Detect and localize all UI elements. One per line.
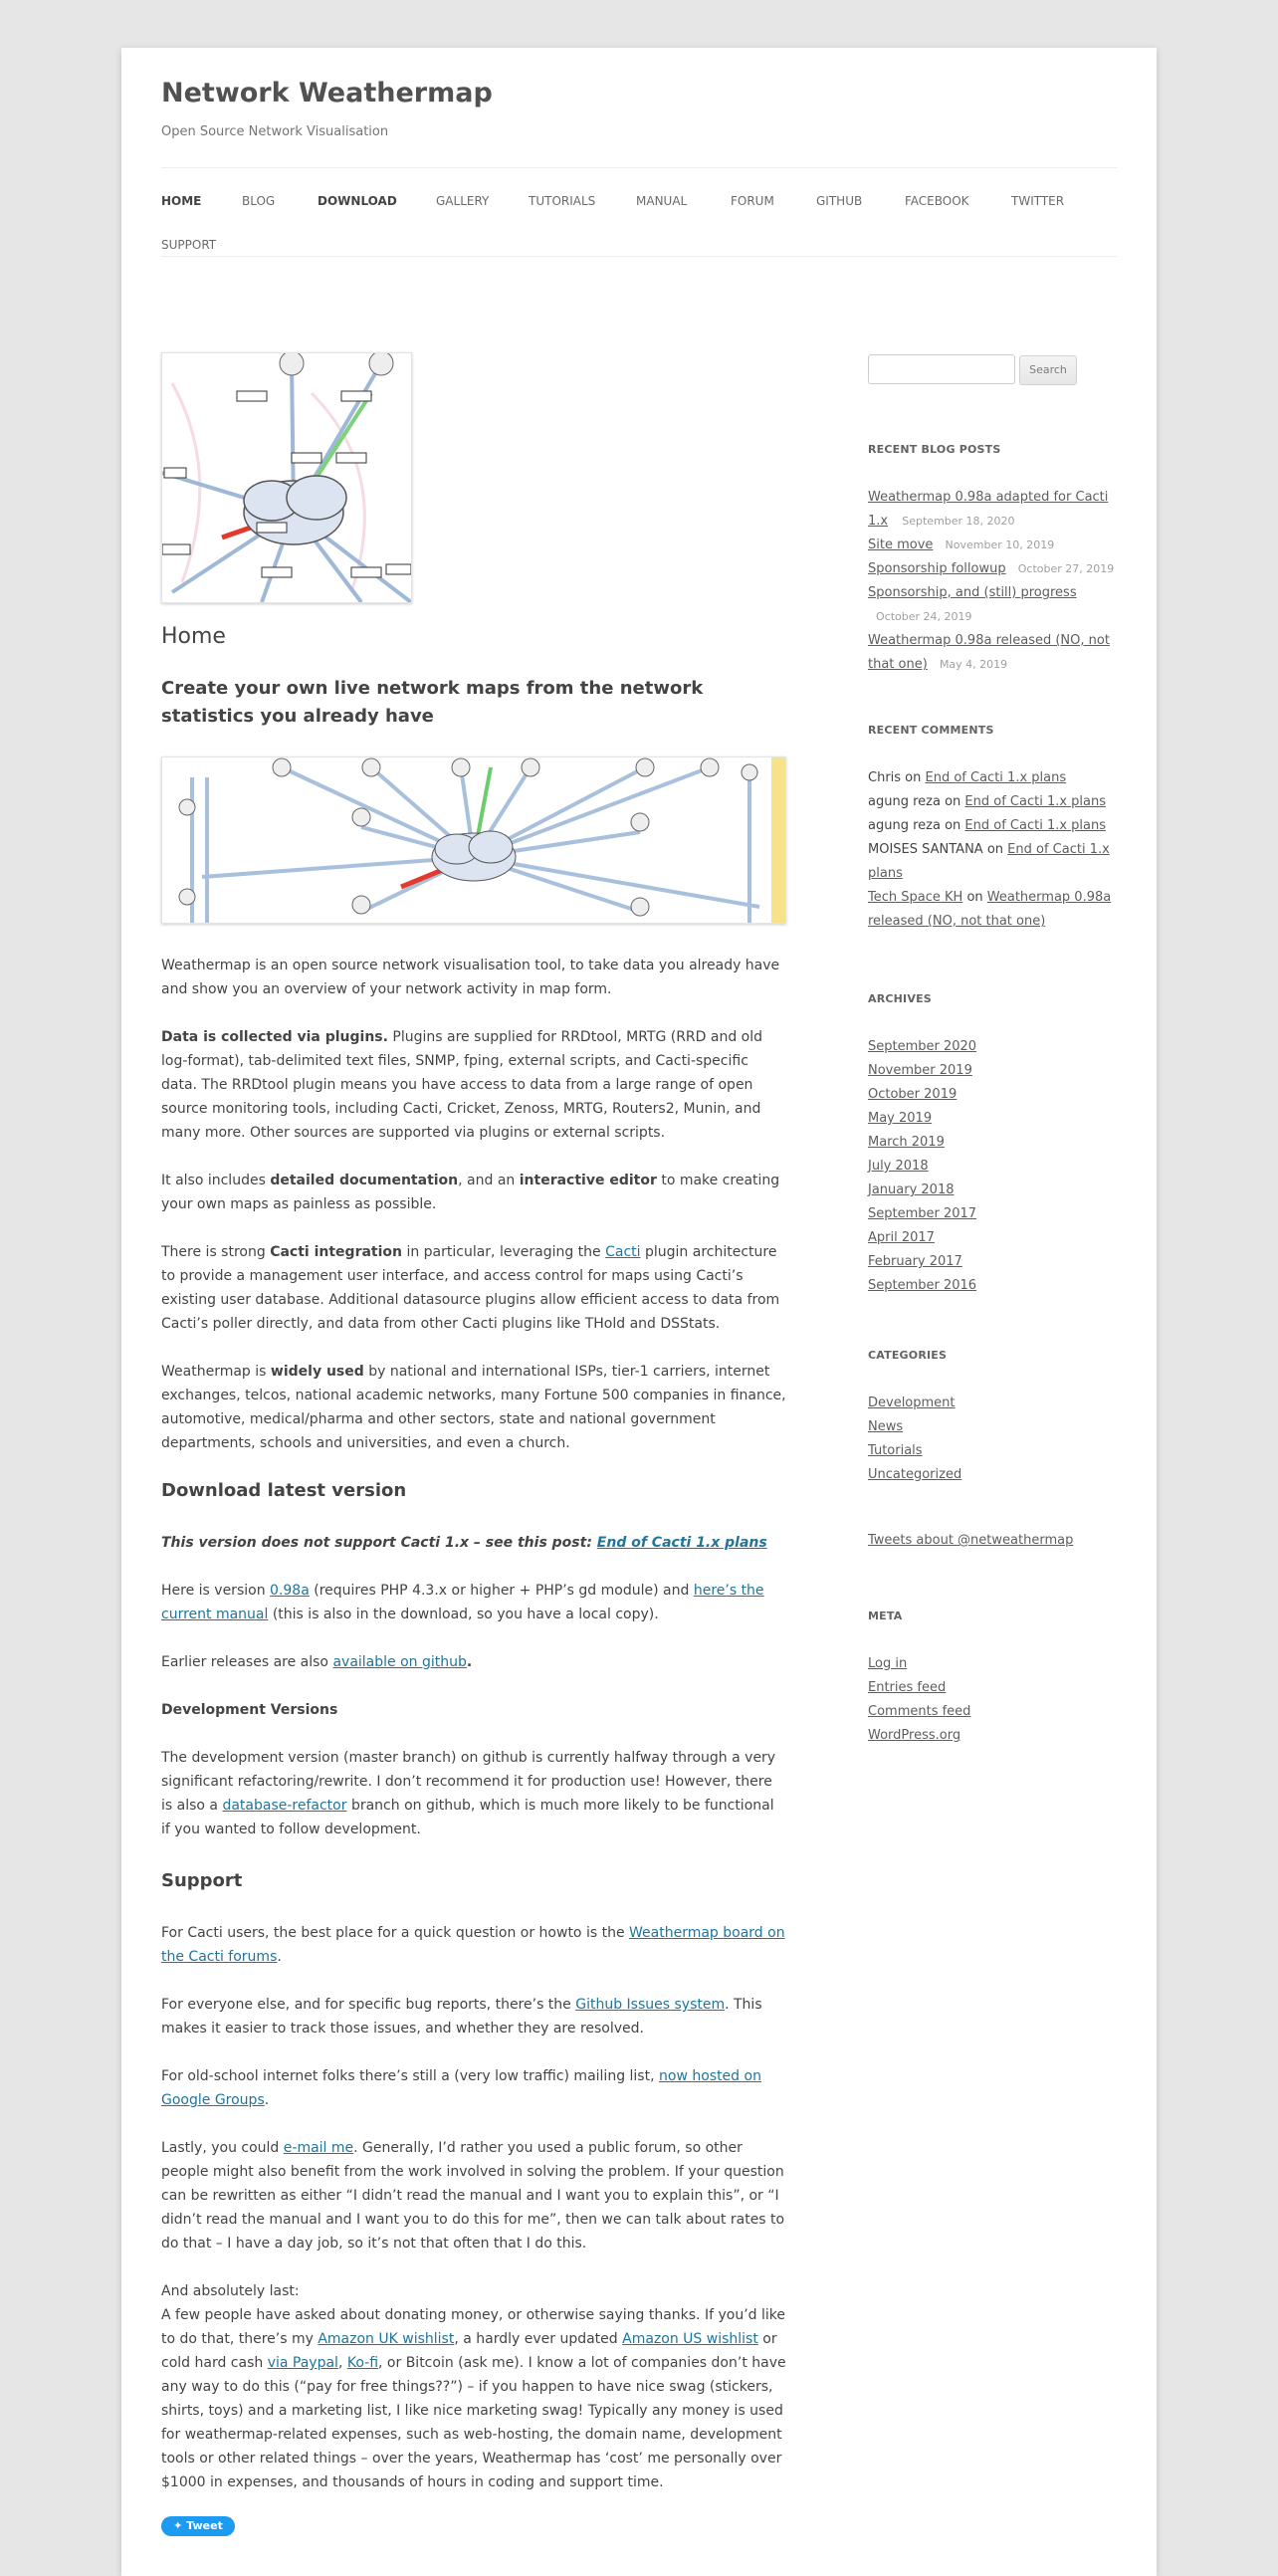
meta-login-link[interactable]: Log in: [868, 1656, 908, 1671]
archive-link[interactable]: April 2017: [868, 1230, 935, 1245]
list-item: [868, 1274, 1117, 1298]
earlier-releases-paragraph: [161, 1650, 786, 1674]
twitter-bird-icon: ✦: [173, 2519, 187, 2532]
nav-item-twitter[interactable]: TWITTER: [1011, 194, 1065, 208]
recent-posts-widget: [868, 438, 1117, 677]
list-item: [868, 814, 1117, 838]
archive-link[interactable]: January 2018: [868, 1182, 955, 1197]
nav-item-manual[interactable]: MANUAL: [636, 194, 688, 208]
list-item: [868, 534, 1117, 557]
dev-heading: Development Versions: [161, 1702, 338, 1718]
list-item: [868, 1226, 1117, 1250]
comment-on: on: [901, 770, 926, 785]
nav-item-home[interactable]: HOME: [161, 194, 202, 208]
comment-author-link[interactable]: Tech Space KH: [868, 890, 963, 905]
recent-post-link[interactable]: Weathermap 0.98a released (NO, not that one): [868, 633, 1110, 672]
end-of-cacti-link[interactable]: End of Cacti 1.x plans: [596, 1535, 767, 1551]
amazon-us-wishlist-link[interactable]: Amazon US wishlist: [622, 2331, 758, 2347]
support-p5-text-2: , a hardly ever updated: [454, 2331, 623, 2347]
twitter-widget: [868, 1529, 1117, 1553]
github-releases-link[interactable]: available on github: [332, 1654, 467, 1670]
archive-link[interactable]: September 2016: [868, 1278, 977, 1293]
nav-item-download[interactable]: DOWNLOAD: [318, 194, 397, 208]
cacti-text-3: plugin architecture to provide a management user interface, and access control for maps using Cacti’s existing user database. Additional datasource plugins allow efficient access to data from Cacti’s poller directly, and data from other Cacti plugins like THold and DSStats.: [161, 1244, 780, 1332]
list-item: [868, 1724, 1117, 1748]
search-button[interactable]: Search: [1019, 355, 1077, 385]
support-heading-wrap: [161, 1869, 786, 1893]
list-item: [868, 1155, 1117, 1179]
database-refactor-link[interactable]: database-refactor: [222, 1798, 347, 1814]
comment-post-link[interactable]: End of Cacti 1.x plans: [925, 770, 1067, 785]
site-title[interactable]: Network Weathermap: [161, 78, 493, 108]
github-issues-link[interactable]: Github Issues system: [575, 1997, 726, 2013]
categories-list: [868, 1392, 1117, 1487]
archive-link[interactable]: September 2017: [868, 1206, 977, 1221]
docs-paragraph: [161, 1169, 786, 1216]
meta-title: META: [868, 1610, 903, 1622]
list-item: [868, 1439, 1117, 1463]
network-map-banner-graphic: [162, 757, 785, 923]
support-p2-text-1: For everyone else, and for specific bug reports, there’s the: [161, 1997, 576, 2013]
list-item: [868, 838, 1117, 886]
list-item: [868, 486, 1117, 534]
main-nav: [161, 167, 1117, 257]
archive-link[interactable]: July 2018: [868, 1159, 929, 1174]
docs-bold-2: interactive editor: [519, 1173, 657, 1188]
page-container: [121, 48, 1157, 2576]
recent-post-date: October 27, 2019: [1017, 562, 1115, 575]
comment-post-link[interactable]: End of Cacti 1.x plans: [964, 818, 1107, 833]
list-item: [868, 581, 1117, 629]
archive-link[interactable]: October 2019: [868, 1087, 958, 1102]
dev-paragraph: [161, 1746, 786, 1841]
comment-author: agung reza: [868, 818, 941, 833]
support-paragraph-5: [161, 2279, 786, 2494]
recent-post-date: September 18, 2020: [902, 515, 1015, 528]
support-paragraph-3: [161, 2064, 786, 2112]
recent-post-link[interactable]: Sponsorship, and (still) progress: [868, 585, 1077, 600]
list-item: [868, 1250, 1117, 1274]
tweet-button[interactable]: [161, 2516, 235, 2536]
earlier-text-1: Earlier releases are also: [161, 1654, 333, 1670]
weathermap-banner-image: [161, 756, 786, 924]
featured-image-weathermap-thumbnail[interactable]: [161, 352, 412, 603]
comment-post-link[interactable]: Weathermap 0.98a released (NO, not that one): [868, 890, 1112, 929]
version-text-2: (requires PHP 4.3.x or higher + PHP’s gd module) and: [309, 1583, 694, 1599]
comment-author: Chris: [868, 770, 902, 785]
docs-text-2: , and an: [458, 1173, 520, 1188]
nav-item-support[interactable]: SUPPORT: [161, 238, 217, 252]
comment-author: MOISES SANTANA: [868, 842, 983, 857]
category-link[interactable]: Uncategorized: [868, 1467, 962, 1482]
current-manual-link[interactable]: here’s the current manual: [161, 1583, 764, 1622]
usage-text-1: Weathermap is: [161, 1364, 271, 1380]
docs-bold-1: detailed documentation: [270, 1173, 459, 1188]
cacti-link[interactable]: Cacti: [605, 1244, 641, 1260]
dev-text-2: branch on github, which is much more likely to be functional if you wanted to follow development.: [161, 1798, 774, 1837]
recent-post-link[interactable]: Sponsorship followup: [868, 561, 1006, 576]
list-item: [868, 1700, 1117, 1724]
support-paragraph-1: [161, 1921, 786, 1969]
list-item: [868, 1083, 1117, 1107]
list-item: [868, 1392, 1117, 1415]
comment-on: on: [962, 890, 987, 905]
tweets-about-link[interactable]: Tweets about @netweathermap: [868, 1533, 1074, 1548]
list-item: [868, 1652, 1117, 1676]
archives-widget: [868, 987, 1117, 1298]
recent-comments-list: [868, 766, 1117, 934]
docs-text-3: to make creating your own maps as painless as possible.: [161, 1173, 780, 1212]
list-item: [868, 1179, 1117, 1202]
support-p4-text-1: Lastly, you could: [161, 2140, 284, 2156]
cacti-text-2: in particular, leveraging the: [402, 1244, 606, 1260]
recent-posts-list: [868, 486, 1117, 677]
support-p4-text-2: . Generally, I’d rather you used a public forum, so other people might also benefit from the work involved in solving the problem. If your question can be rewritten as either “I didn’t read the manual and I want you to explain this”, or “I didn’t read the manual and I want you to do this for me”, then we can talk about rates to do that – I have a day job, so it’s not that often that I do this.: [161, 2140, 785, 2252]
archive-link[interactable]: February 2017: [868, 1254, 962, 1269]
list-item: [868, 557, 1117, 581]
category-link[interactable]: News: [868, 1419, 904, 1434]
list-item: [868, 1463, 1117, 1487]
version-text-3: (this is also in the download, so you have a local copy).: [268, 1607, 659, 1622]
list-item: [868, 790, 1117, 814]
nav-item-forum[interactable]: FORUM: [731, 194, 774, 208]
comment-on: on: [940, 818, 965, 833]
archive-link[interactable]: March 2019: [868, 1135, 945, 1150]
archive-link[interactable]: September 2020: [868, 1039, 977, 1054]
site-tagline: Open Source Network Visualisation: [161, 124, 389, 139]
list-item: [868, 766, 1117, 790]
support-paragraph-2: [161, 1993, 786, 2040]
nav-item-gallery[interactable]: GALLERY: [436, 194, 490, 208]
meta-comments-feed-link[interactable]: Comments feed: [868, 1704, 971, 1719]
meta-list: [868, 1652, 1117, 1748]
recent-comments-widget: [868, 719, 1117, 934]
download-notice: [161, 1531, 786, 1555]
support-p5-text-1: A few people have asked about donating money, or otherwise saying thanks. If you’d like to do that, there’s my: [161, 2307, 785, 2347]
list-item: [868, 1107, 1117, 1131]
recent-post-date: October 24, 2019: [876, 610, 972, 623]
comment-post-link[interactable]: End of Cacti 1.x plans: [868, 842, 1110, 881]
plugins-paragraph: [161, 1025, 786, 1145]
archive-link[interactable]: November 2019: [868, 1063, 972, 1078]
list-item: [868, 1131, 1117, 1155]
recent-comments-title: RECENT COMMENTS: [868, 724, 994, 737]
download-notice-text: This version does not support Cacti 1.x – see this post:: [161, 1535, 597, 1551]
meta-widget: [868, 1605, 1117, 1748]
intro-paragraph: Weathermap is an open source network visualisation tool, to take data you already have and show you an overview of your network activity in map form.: [161, 958, 780, 997]
support-p2-text-2: . This makes it easier to track those issues, and whether they are resolved.: [161, 1997, 762, 2037]
support-p5-text-4: ,: [337, 2355, 347, 2371]
comment-on: on: [940, 794, 965, 809]
recent-posts-title: RECENT BLOG POSTS: [868, 443, 1001, 456]
search-input[interactable]: [868, 354, 1015, 384]
docs-text-1: It also includes: [161, 1173, 271, 1188]
support-p5-text-5: , or Bitcoin (ask me). I know a lot of companies don’t have any way to do this (“pay for free things??”) – if you happen to have nice swag (stickers, shirts, toys) and a marketing list, I like nice marketing swag! Typically any money is used for weathermap-related expenses, such as web-hosting, the domain name, development tools or other related things – over the years, Weathermap has ‘cost’ me personally over $1000 in expenses, and thousands of hours in coding and support time.: [161, 2355, 786, 2490]
list-item: [868, 886, 1117, 934]
plugins-text: Plugins are supplied for RRDtool, MRTG (RRD and old log-format), tab-delimited text files, SNMP, fping, external scripts, and Cacti-specific data. The RRDtool plugin means you have access to data from a large range of open source monitoring tools, including Cacti, Cricket, Zenoss, MRTG, Routers2, Munin, and many more. Other sources are supported via plugins or external scripts.: [161, 1029, 763, 1141]
cacti-forums-link[interactable]: Weathermap board on the Cacti forums: [161, 1925, 785, 1965]
usage-text-2: by national and international ISPs, tier-1 carriers, internet exchanges, telcos, national academic networks, many Fortune 500 companies in finance, automotive, medical/pharma and other sectors, state and national government departments, schools and universities, and even a church.: [161, 1364, 786, 1451]
cacti-bold: Cacti integration: [270, 1244, 402, 1260]
recent-post-date: May 4, 2019: [939, 658, 1008, 671]
support-paragraph-4: [161, 2136, 786, 2255]
comment-post-link[interactable]: End of Cacti 1.x plans: [964, 794, 1107, 809]
comment-author: agung reza: [868, 794, 941, 809]
support-p5-line-1: And absolutely last:: [161, 2283, 300, 2299]
comment-on: on: [982, 842, 1008, 857]
usage-paragraph: [161, 1360, 786, 1455]
download-heading-wrap: [161, 1479, 786, 1503]
dev-heading-wrap: [161, 1698, 786, 1722]
dev-text-1: The development version (master branch) on github is currently halfway through a very significant refactoring/rewrite. I don’t recommend it for production use! However, there is also a: [161, 1750, 776, 1814]
google-groups-link[interactable]: now hosted on Google Groups: [161, 2068, 761, 2108]
support-p3-text-2: .: [264, 2092, 270, 2108]
download-heading: Download latest version: [161, 1480, 407, 1501]
amazon-uk-wishlist-link[interactable]: Amazon UK wishlist: [318, 2331, 455, 2347]
archives-title: ARCHIVES: [868, 992, 932, 1005]
ko-fi-link[interactable]: Ko-fi: [346, 2355, 379, 2371]
recent-post-link[interactable]: Site move: [868, 537, 934, 552]
categories-widget: [868, 1344, 1117, 1487]
support-p1-text-2: .: [277, 1949, 282, 1965]
version-text-1: Here is version: [161, 1583, 271, 1599]
earlier-text-2: .: [466, 1654, 473, 1670]
list-item: [868, 1059, 1117, 1083]
cacti-text-1: There is strong: [161, 1244, 271, 1260]
page-title: Home: [161, 624, 226, 649]
support-p3-text-1: For old-school internet folks there’s still a (very low traffic) mailing list,: [161, 2068, 659, 2084]
page-headline: Create your own live network maps from the network statistics you already have: [161, 678, 704, 727]
page-headline-wrap: [161, 675, 786, 731]
usage-bold: widely used: [270, 1364, 364, 1380]
nav-item-blog[interactable]: BLOG: [242, 194, 276, 208]
email-me-link[interactable]: e-mail me: [283, 2140, 354, 2156]
archive-link[interactable]: May 2019: [868, 1111, 933, 1126]
support-heading: Support: [161, 1870, 243, 1891]
archives-list: [868, 1035, 1117, 1298]
category-link[interactable]: Tutorials: [868, 1443, 923, 1458]
list-item: [868, 1202, 1117, 1226]
plugins-bold: Data is collected via plugins.: [161, 1029, 388, 1045]
nav-item-github[interactable]: GITHUB: [816, 194, 863, 208]
category-link[interactable]: Development: [868, 1395, 956, 1410]
list-item: [868, 1676, 1117, 1700]
version-paragraph: [161, 1579, 786, 1626]
recent-post-link[interactable]: Weathermap 0.98a adapted for Cacti 1.x: [868, 490, 1109, 529]
list-item: [868, 629, 1117, 677]
network-map-thumbnail-graphic: [162, 353, 411, 602]
nav-item-tutorials[interactable]: TUTORIALS: [529, 194, 596, 208]
categories-title: CATEGORIES: [868, 1349, 948, 1362]
paypal-link[interactable]: via Paypal: [267, 2355, 338, 2371]
tweet-button-label: Tweet: [186, 2519, 223, 2532]
list-item: [868, 1035, 1117, 1059]
version-098a-link[interactable]: 0.98a: [270, 1583, 310, 1599]
list-item: [868, 1415, 1117, 1439]
meta-wordpress-link[interactable]: WordPress.org: [868, 1728, 961, 1743]
meta-entries-feed-link[interactable]: Entries feed: [868, 1680, 947, 1695]
cacti-paragraph: [161, 1240, 786, 1336]
nav-item-facebook[interactable]: FACEBOOK: [905, 194, 969, 208]
recent-post-date: November 10, 2019: [945, 538, 1055, 551]
support-p1-text-1: For Cacti users, the best place for a quick question or howto is the: [161, 1925, 630, 1941]
intro-paragraph-wrap: [161, 954, 786, 1001]
support-p5-text-3: or cold hard cash: [161, 2331, 777, 2371]
